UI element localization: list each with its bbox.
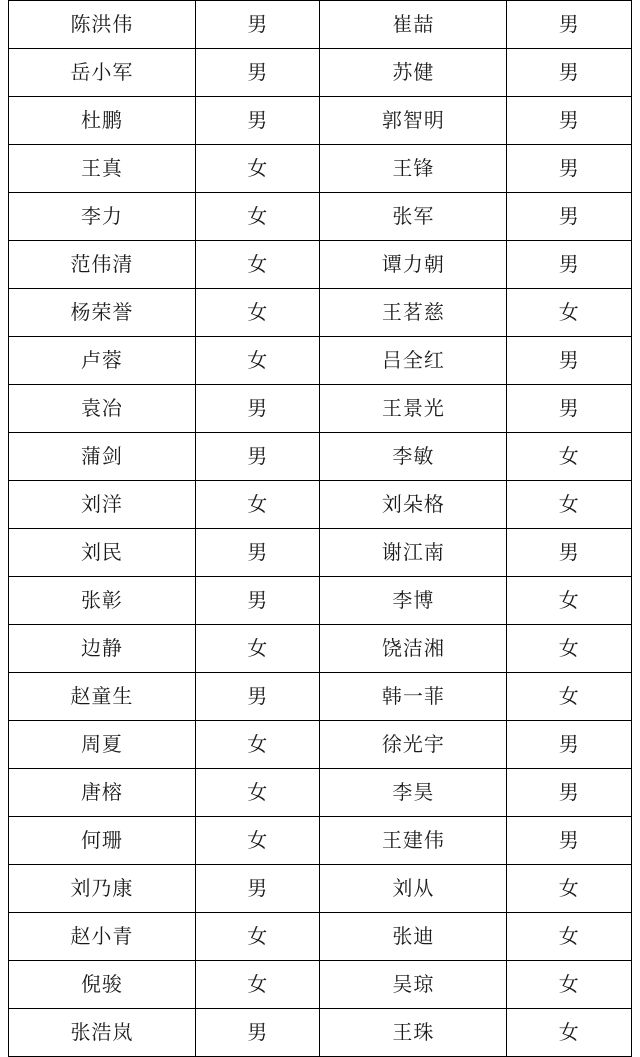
cell-name-right: 王锋 bbox=[320, 145, 507, 193]
cell-sex-right: 女 bbox=[507, 913, 632, 961]
table-row bbox=[9, 481, 632, 529]
table-row bbox=[9, 961, 632, 1009]
cell-sex-left: 女 bbox=[195, 625, 320, 673]
table-row bbox=[9, 529, 632, 577]
cell-sex-left: 男 bbox=[195, 385, 320, 433]
cell-sex-right: 女 bbox=[507, 577, 632, 625]
table-row bbox=[9, 673, 632, 721]
table-row bbox=[9, 865, 632, 913]
cell-sex-left: 男 bbox=[195, 97, 320, 145]
cell-name-left: 杨荣誉 bbox=[9, 289, 196, 337]
cell-name-right: 李博 bbox=[320, 577, 507, 625]
cell-name-right: 韩一菲 bbox=[320, 673, 507, 721]
cell-sex-left: 男 bbox=[195, 1, 320, 49]
cell-name-left: 唐榕 bbox=[9, 769, 196, 817]
cell-sex-right: 女 bbox=[507, 289, 632, 337]
cell-name-left: 周夏 bbox=[9, 721, 196, 769]
cell-name-left: 陈洪伟 bbox=[9, 1, 196, 49]
table-row bbox=[9, 817, 632, 865]
table-row bbox=[9, 145, 632, 193]
cell-name-left: 王真 bbox=[9, 145, 196, 193]
cell-name-left: 杜鹏 bbox=[9, 97, 196, 145]
cell-sex-right: 男 bbox=[507, 145, 632, 193]
cell-sex-left: 男 bbox=[195, 673, 320, 721]
cell-sex-right: 女 bbox=[507, 1009, 632, 1057]
cell-name-right: 郭智明 bbox=[320, 97, 507, 145]
table-row bbox=[9, 193, 632, 241]
cell-name-left: 边静 bbox=[9, 625, 196, 673]
cell-sex-left: 男 bbox=[195, 1009, 320, 1057]
cell-sex-left: 男 bbox=[195, 577, 320, 625]
cell-name-left: 张浩岚 bbox=[9, 1009, 196, 1057]
table-row bbox=[9, 1009, 632, 1057]
cell-sex-right: 男 bbox=[507, 193, 632, 241]
table-row bbox=[9, 49, 632, 97]
cell-name-right: 谭力朝 bbox=[320, 241, 507, 289]
cell-sex-right: 男 bbox=[507, 241, 632, 289]
roster-table bbox=[8, 0, 632, 1057]
cell-sex-right: 男 bbox=[507, 721, 632, 769]
table-row bbox=[9, 337, 632, 385]
cell-sex-left: 男 bbox=[195, 49, 320, 97]
cell-sex-left: 女 bbox=[195, 769, 320, 817]
cell-sex-right: 男 bbox=[507, 385, 632, 433]
table-row bbox=[9, 97, 632, 145]
cell-name-right: 饶洁湘 bbox=[320, 625, 507, 673]
cell-name-right: 徐光宇 bbox=[320, 721, 507, 769]
cell-name-left: 范伟清 bbox=[9, 241, 196, 289]
cell-name-right: 李敏 bbox=[320, 433, 507, 481]
cell-sex-right: 男 bbox=[507, 1, 632, 49]
cell-name-right: 刘从 bbox=[320, 865, 507, 913]
cell-name-left: 卢蓉 bbox=[9, 337, 196, 385]
cell-sex-right: 男 bbox=[507, 817, 632, 865]
cell-name-left: 刘洋 bbox=[9, 481, 196, 529]
roster-table-body bbox=[9, 1, 632, 1057]
table-row bbox=[9, 913, 632, 961]
cell-sex-right: 女 bbox=[507, 625, 632, 673]
table-row bbox=[9, 721, 632, 769]
cell-sex-left: 女 bbox=[195, 481, 320, 529]
cell-sex-right: 男 bbox=[507, 529, 632, 577]
cell-name-right: 吕全红 bbox=[320, 337, 507, 385]
cell-sex-right: 男 bbox=[507, 97, 632, 145]
cell-name-left: 刘乃康 bbox=[9, 865, 196, 913]
cell-name-left: 刘民 bbox=[9, 529, 196, 577]
cell-sex-right: 女 bbox=[507, 481, 632, 529]
cell-sex-right: 女 bbox=[507, 865, 632, 913]
table-row bbox=[9, 289, 632, 337]
cell-name-right: 王茗慈 bbox=[320, 289, 507, 337]
cell-name-right: 李昊 bbox=[320, 769, 507, 817]
cell-sex-right: 男 bbox=[507, 769, 632, 817]
cell-name-left: 岳小军 bbox=[9, 49, 196, 97]
table-row bbox=[9, 1, 632, 49]
cell-sex-left: 女 bbox=[195, 145, 320, 193]
cell-sex-left: 男 bbox=[195, 529, 320, 577]
cell-name-left: 赵小青 bbox=[9, 913, 196, 961]
cell-name-right: 崔喆 bbox=[320, 1, 507, 49]
table-row bbox=[9, 625, 632, 673]
cell-name-right: 王珠 bbox=[320, 1009, 507, 1057]
cell-sex-left: 女 bbox=[195, 817, 320, 865]
cell-sex-right: 男 bbox=[507, 49, 632, 97]
table-row bbox=[9, 433, 632, 481]
cell-sex-right: 女 bbox=[507, 961, 632, 1009]
cell-name-left: 蒲剑 bbox=[9, 433, 196, 481]
cell-sex-left: 女 bbox=[195, 289, 320, 337]
cell-sex-right: 男 bbox=[507, 337, 632, 385]
cell-sex-left: 女 bbox=[195, 337, 320, 385]
cell-sex-left: 女 bbox=[195, 241, 320, 289]
table-row bbox=[9, 577, 632, 625]
cell-sex-right: 女 bbox=[507, 433, 632, 481]
cell-name-right: 张迪 bbox=[320, 913, 507, 961]
cell-name-left: 袁冶 bbox=[9, 385, 196, 433]
table-row bbox=[9, 385, 632, 433]
table-row bbox=[9, 769, 632, 817]
cell-sex-right: 女 bbox=[507, 673, 632, 721]
cell-name-right: 吴琼 bbox=[320, 961, 507, 1009]
cell-sex-left: 女 bbox=[195, 721, 320, 769]
cell-sex-left: 女 bbox=[195, 913, 320, 961]
cell-name-right: 谢江南 bbox=[320, 529, 507, 577]
cell-name-right: 王建伟 bbox=[320, 817, 507, 865]
cell-name-left: 李力 bbox=[9, 193, 196, 241]
cell-name-left: 倪骏 bbox=[9, 961, 196, 1009]
cell-name-right: 张军 bbox=[320, 193, 507, 241]
cell-sex-left: 男 bbox=[195, 865, 320, 913]
cell-name-right: 苏健 bbox=[320, 49, 507, 97]
cell-name-left: 张彰 bbox=[9, 577, 196, 625]
table-row bbox=[9, 241, 632, 289]
cell-sex-left: 男 bbox=[195, 433, 320, 481]
cell-name-right: 刘朵格 bbox=[320, 481, 507, 529]
cell-name-left: 赵童生 bbox=[9, 673, 196, 721]
cell-name-right: 王景光 bbox=[320, 385, 507, 433]
cell-name-left: 何珊 bbox=[9, 817, 196, 865]
cell-sex-left: 女 bbox=[195, 961, 320, 1009]
cell-sex-left: 女 bbox=[195, 193, 320, 241]
